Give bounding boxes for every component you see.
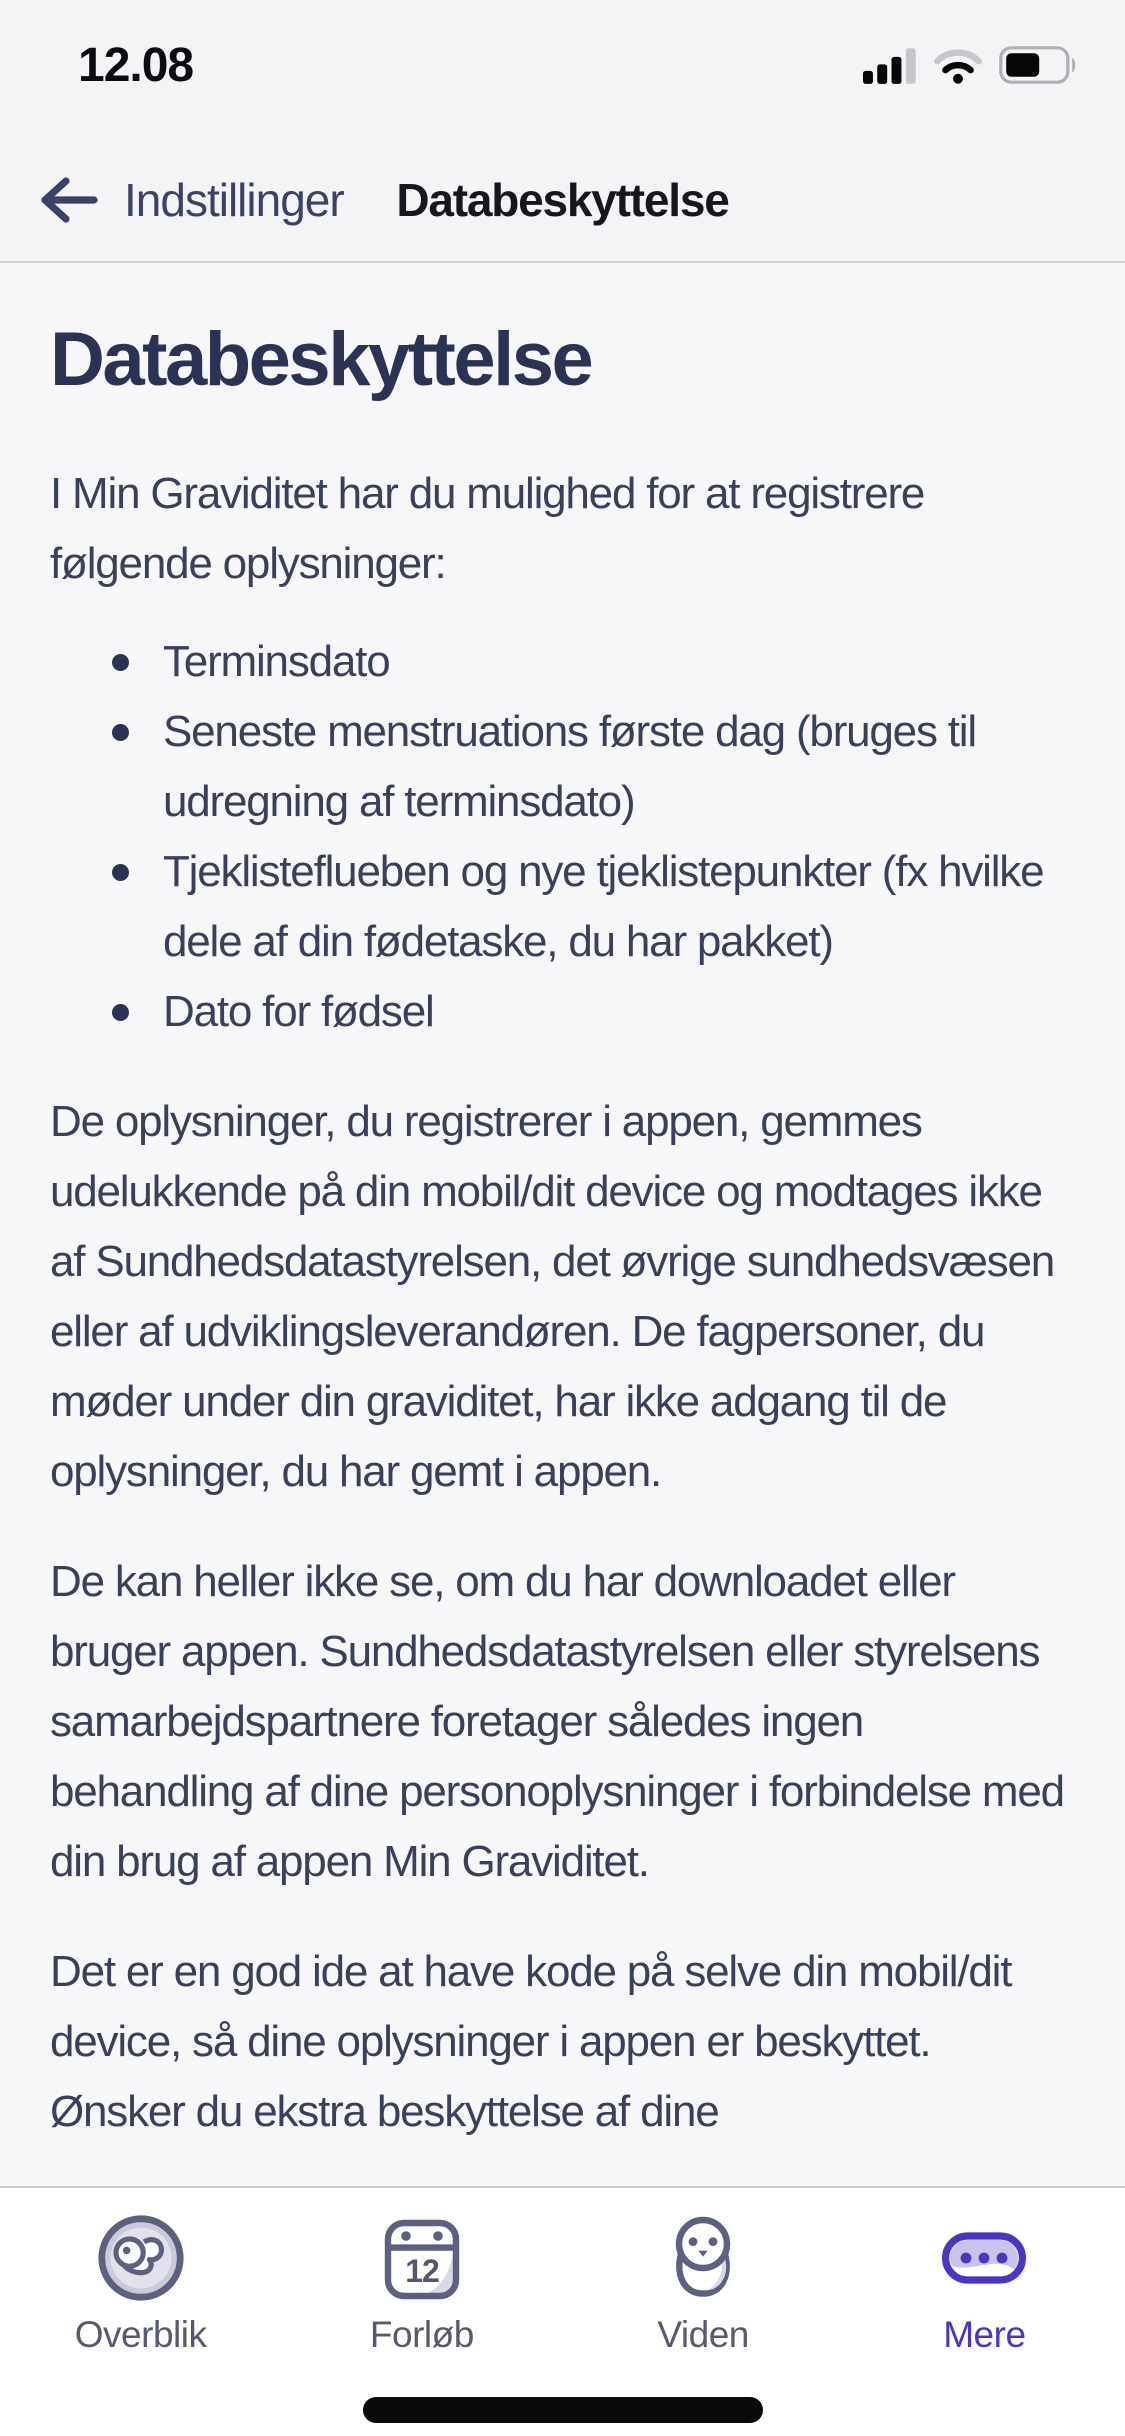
- tab-overblik[interactable]: [0, 2188, 281, 2436]
- list-item: [112, 837, 1075, 977]
- bullet-dot: [112, 654, 129, 671]
- page-content[interactable]: [0, 263, 1125, 2186]
- calendar-icon: [374, 2210, 470, 2306]
- list-item: [112, 977, 1075, 1047]
- status-time: 12.08: [78, 39, 194, 92]
- fetus-icon: [93, 2210, 189, 2306]
- list-item-text: Tjeklisteflueben og nye tjeklistepunkter (fx hvilke dele af din fødetaske, du har pakket): [163, 847, 1044, 966]
- cellular-signal-icon: [863, 47, 917, 84]
- wifi-icon: [933, 47, 983, 84]
- nav-title: Databeskyttelse: [396, 174, 729, 226]
- tab-label: Overblik: [74, 2314, 207, 2355]
- intro-paragraph: I Min Graviditet har du mulighed for at registrere følgende oplysninger:: [50, 469, 925, 588]
- back-button[interactable]: [38, 152, 344, 248]
- tab-mere[interactable]: [844, 2188, 1125, 2436]
- list-item-text: Seneste menstruations første dag (bruges til udregning af terminsdato): [163, 707, 976, 826]
- back-button-label: Indstillinger: [124, 174, 344, 226]
- page-title: Databeskyttelse: [50, 317, 592, 402]
- battery-icon: [999, 46, 1081, 84]
- ellipsis-icon: [936, 2210, 1032, 2306]
- bullet-dot: [112, 724, 129, 741]
- list-item: [112, 627, 1075, 697]
- tab-label: Viden: [657, 2314, 749, 2355]
- bullet-dot: [112, 1004, 129, 1021]
- status-bar: [0, 0, 1125, 130]
- bullet-dot: [112, 864, 129, 881]
- body-paragraph: De oplysninger, du registrerer i appen, gemmes udelukkende på din mobil/dit device og modtages ikke af Sundhedsdatastyrelsen, det øvrige sundhedsvæsen eller af udviklingsleverandøren. De fagpersoner, du møder under din graviditet, har ikke adgang til de oplysninger, du har gemt i appen.: [50, 1097, 1054, 1496]
- calendar-day-number: 12: [405, 2253, 439, 2289]
- back-arrow-icon: [38, 174, 100, 226]
- tab-label: Mere: [943, 2314, 1026, 2355]
- status-icons: [863, 46, 1081, 84]
- owl-icon: [655, 2210, 751, 2306]
- body-paragraph: Det er en god ide at have kode på selve din mobil/dit device, så dine oplysninger i appen er beskyttet. Ønsker du ekstra beskyttelse af dine: [50, 1947, 1012, 2136]
- registered-data-list: [50, 627, 1075, 1047]
- home-indicator[interactable]: [363, 2397, 763, 2423]
- list-item-text: Terminsdato: [163, 637, 390, 686]
- list-item-text: Dato for fødsel: [163, 987, 434, 1036]
- nav-bar: [0, 152, 1125, 248]
- tab-label: Forløb: [369, 2314, 474, 2355]
- body-paragraph: De kan heller ikke se, om du har downloadet eller bruger appen. Sundhedsdatastyrelsen eller styrelsens samarbejdspartnere foretager således ingen behandling af dine personoplysninger i forbindelse med din brug af appen Min Graviditet.: [50, 1557, 1064, 1886]
- list-item: [112, 697, 1075, 837]
